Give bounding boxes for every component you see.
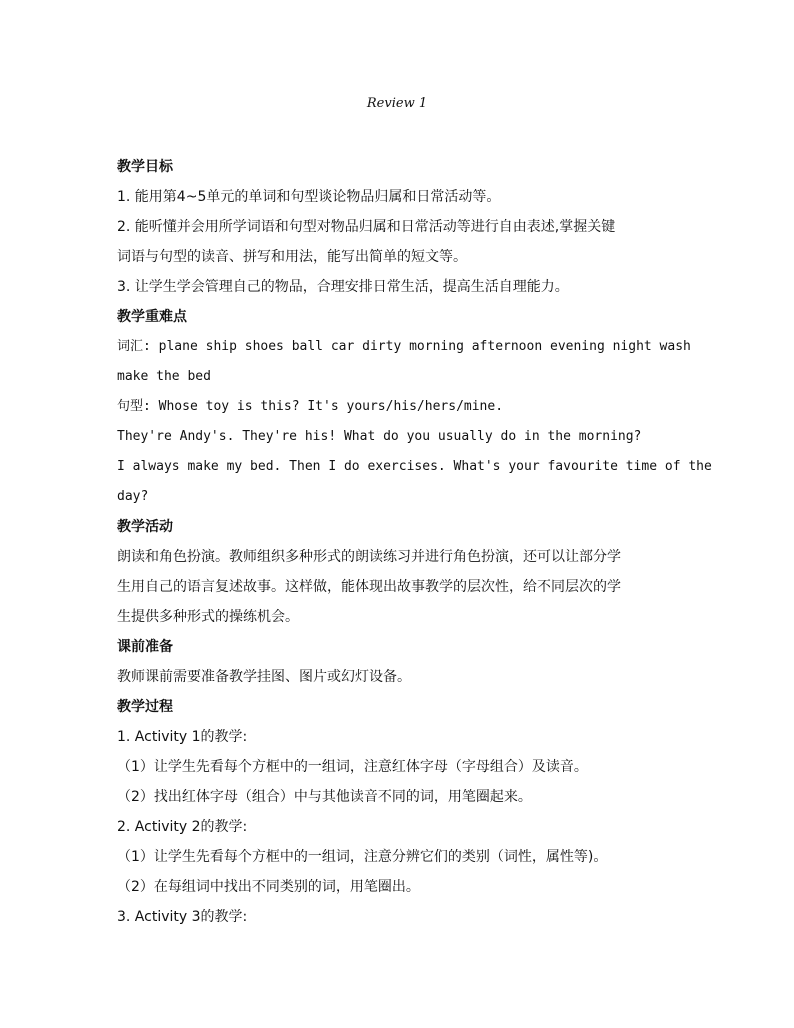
section-heading-activities: 教学活动 xyxy=(117,519,173,535)
sentence-pattern-line-3: I always make my bed. Then I do exercises. What's your favourite time of the xyxy=(117,459,712,474)
preparation-text: 教师课前需要准备教学挂图、图片或幻灯设备。 xyxy=(117,669,411,685)
section-heading-preparation: 课前准备 xyxy=(117,639,173,655)
activities-paragraph-line-3: 生提供多种形式的操练机会。 xyxy=(117,609,299,625)
process-step-2-item-2: （2）在每组词中找出不同类别的词，用笔圈出。 xyxy=(117,879,420,895)
vocabulary-line-continued: make the bed xyxy=(117,369,211,384)
process-step-1-item-2: （2）找出红体字母（组合）中与其他读音不同的词，用笔圈起来。 xyxy=(117,789,532,805)
process-step-2-item-1: （1）让学生先看每个方框中的一组词，注意分辨它们的类别（词性，属性等)。 xyxy=(117,849,608,865)
activities-paragraph-line-2: 生用自己的语言复述故事。这样做，能体现出故事教学的层次性，给不同层次的学 xyxy=(117,579,621,595)
sentence-pattern-line-2: They're Andy's. They're his! What do you usually do in the morning? xyxy=(117,429,642,444)
sentence-pattern-line-1: 句型: Whose toy is this? It's yours/his/hers/mine. xyxy=(117,399,504,414)
objective-item-2-continued: 词语与句型的读音、拼写和用法，能写出简单的短文等。 xyxy=(117,249,467,265)
sentence-pattern-line-4: day? xyxy=(117,489,149,504)
objective-item-1: 1. 能用第4~5单元的单词和句型谈论物品归属和日常活动等。 xyxy=(117,189,501,205)
process-step-1-item-1: （1）让学生先看每个方框中的一组词，注意红体字母（字母组合）及读音。 xyxy=(117,759,588,775)
process-step-3: 3. Activity 3的教学: xyxy=(117,909,248,925)
objective-item-2: 2. 能听懂并会用所学词语和句型对物品归属和日常活动等进行自由表述,掌握关键 xyxy=(117,219,616,235)
document-body xyxy=(117,152,712,932)
section-heading-key-points: 教学重难点 xyxy=(117,309,187,325)
process-step-1: 1. Activity 1的教学: xyxy=(117,729,248,745)
document-title: Review 1 xyxy=(366,96,428,111)
objective-item-3: 3. 让学生学会管理自己的物品，合理安排日常生活，提高生活自理能力。 xyxy=(117,279,569,295)
process-step-2: 2. Activity 2的教学: xyxy=(117,819,248,835)
activities-paragraph-line-1: 朗读和角色扮演。教师组织多种形式的朗读练习并进行角色扮演，还可以让部分学 xyxy=(117,549,621,565)
vocabulary-line: 词汇: plane ship shoes ball car dirty morning afternoon evening night wash xyxy=(117,339,691,354)
section-heading-objectives: 教学目标 xyxy=(117,159,173,175)
section-heading-process: 教学过程 xyxy=(117,699,173,715)
